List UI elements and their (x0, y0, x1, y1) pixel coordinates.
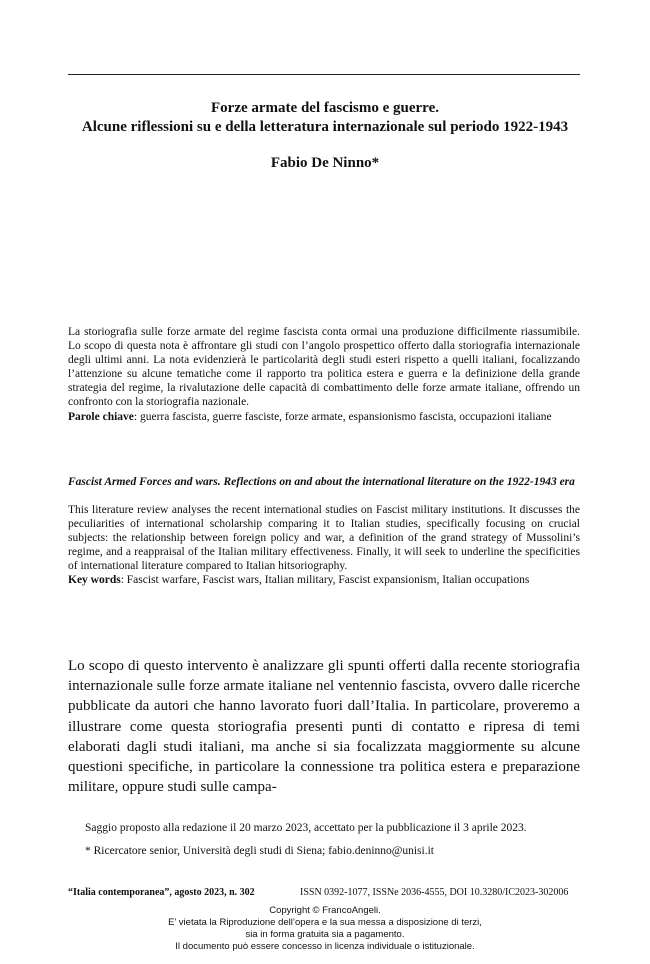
article-title-line-1: Forze armate del fascismo e guerre. (211, 100, 439, 116)
submission-note: Saggio proposto alla redazione il 20 marzo 2023, accettato per la pubblicazione il 3 aprile 2023. (85, 822, 527, 834)
abstract-italian (68, 325, 580, 424)
copyright-line: sia in forma gratuita sia a pagamento. (245, 929, 405, 940)
body-paragraph: Lo scopo di questo intervento è analizzare gli spunti offerti dalla recente storiografia internazionale sulle forze armate italiane nel ventennio fascista, ovvero dalle ricerche pubblicate da autori che hanno lavorato fuori dall’Italia. In particolare, proveremo a illustrare come questa storiografia presenti punti di contatto e ripresa di temi elaborati dagli studi italiani, ma anche si sia focalizzata maggiormente su alcune questioni specifiche, in particolare la connessione tra politica estera e preparazione militare, oppure studi sulle campa- (68, 658, 580, 796)
abstract-english-text: This literature review analyses the recent international studies on Fascist military institutions. It discusses the peculiarities of international scholarship comparing it to Italian studies, specifically focusing on crucial subjects: the relationship between foreign policy and war, a definition of the grand strategy of Mussolini’s regime, and a reappraisal of the Italian military effectiveness. Finally, it will seek to underline the specificities of international literature compared to Italian hitsoriography. (68, 504, 580, 573)
copyright-line: Copyright © FrancoAngeli. (269, 905, 381, 916)
journal-citation: “Italia contemporanea”, agosto 2023, n. 302 (68, 887, 255, 898)
keywords-label-english: Key words (68, 574, 121, 587)
article-title-line-2: Alcune riflessioni su e della letteratura internazionale sul periodo 1922-1943 (81, 119, 569, 135)
issn-doi: ISSN 0392-1077, ISSNe 2036-4555, DOI 10.3280/IC2023-302006 (300, 887, 569, 898)
keywords-italian: : guerra fascista, guerre fasciste, forze armate, espansionismo fascista, occupazioni italiane (133, 410, 552, 423)
keywords-label-italian: Parole chiave (68, 410, 134, 423)
author-name: Fabio De Ninno* (270, 155, 380, 171)
author-footnote: * Ricercatore senior, Università degli studi di Siena; fabio.deninno@unisi.it (85, 845, 434, 857)
copyright-line: E’ vietata la Riproduzione dell’opera e la sua messa a disposizione di terzi, (168, 917, 482, 928)
copyright-notice (75, 905, 575, 953)
copyright-line: Il documento può essere concesso in licenza individuale o istituzionale. (175, 941, 475, 952)
keywords-english: : Fascist warfare, Fascist wars, Italian military, Fascist expansionism, Italian occupations (120, 574, 530, 587)
top-rule (68, 74, 580, 75)
abstract-italian-text: La storiografia sulle forze armate del regime fascista conta ormai una produzione difficilmente riassumibile. Lo scopo di questa nota è affrontare gli studi con l’angolo prospettico offerto dalla storiografia internazionale degli ultimi anni. La nota evidenzierà le particolarità degli studi esteri rispetto a quelli italiani, focalizzando l’attenzione su alcune tematiche come il rapporto tra politica estera e guerra e la definizione della grande strategia del regime, la rivalutazione delle capacità di combattimento delle forze armate italiane, offrendo un confronto con la storiografia nazionale. (68, 326, 580, 409)
abstract-english (68, 503, 580, 588)
abstract-english-title: Fascist Armed Forces and wars. Reflections on and about the international literature on the 1922-1943 era (68, 476, 575, 488)
